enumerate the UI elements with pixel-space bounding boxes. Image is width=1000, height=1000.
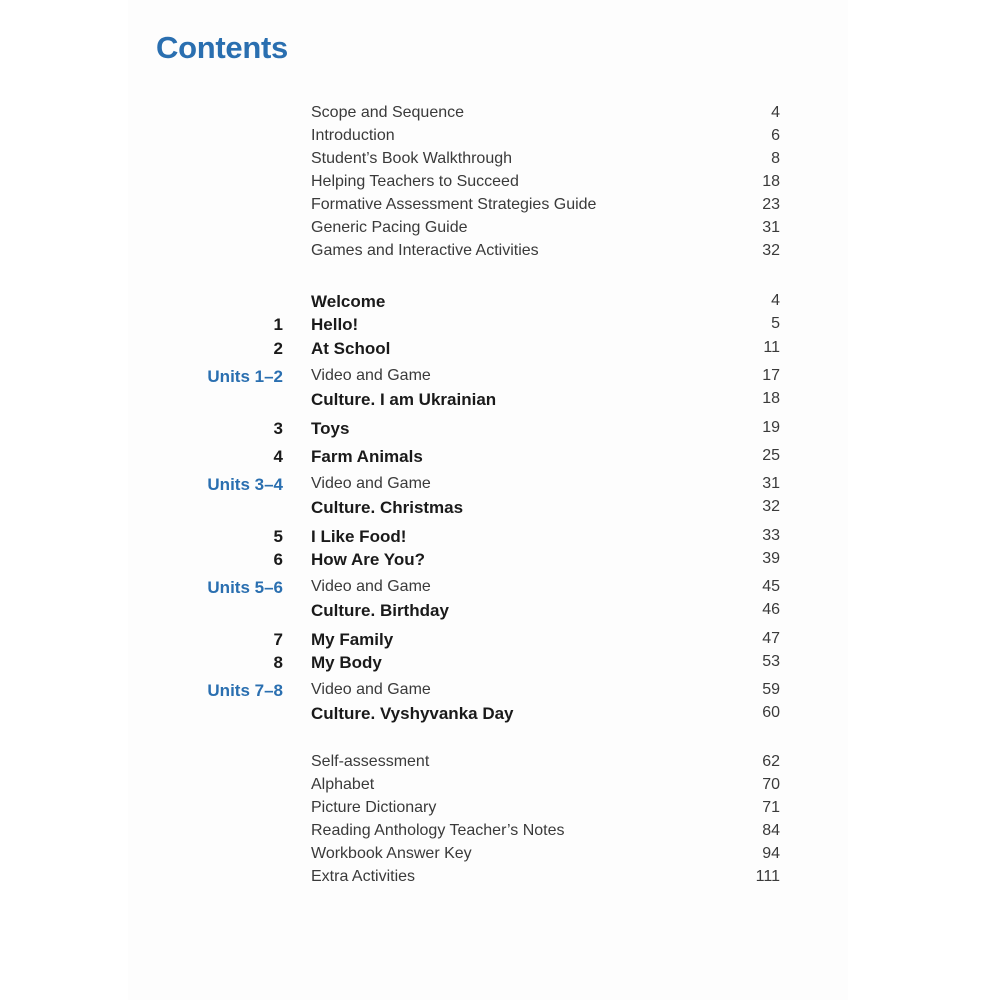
toc-page-number: 18 bbox=[762, 173, 780, 190]
toc-page-number: 6 bbox=[771, 127, 780, 144]
toc-page-number: 31 bbox=[762, 219, 780, 236]
toc-page-number: 62 bbox=[762, 753, 780, 770]
toc-page-number: 59 bbox=[762, 681, 780, 698]
toc-page-number: 23 bbox=[762, 196, 780, 213]
toc-row bbox=[0, 681, 1000, 705]
toc-label: At School bbox=[311, 339, 391, 358]
toc-label: Self-assessment bbox=[311, 753, 430, 770]
toc-label: Games and Interactive Activities bbox=[311, 242, 539, 259]
toc-row bbox=[0, 630, 1000, 654]
toc-label: Extra Activities bbox=[311, 868, 416, 885]
toc-row bbox=[0, 196, 1000, 220]
toc-page-number: 45 bbox=[762, 578, 780, 595]
toc-label: Video and Game bbox=[311, 681, 431, 698]
toc-row bbox=[0, 601, 1000, 625]
toc-page-number: 31 bbox=[762, 475, 780, 492]
toc-label: Video and Game bbox=[311, 367, 431, 384]
toc-page-number: 17 bbox=[762, 367, 780, 384]
toc-row bbox=[0, 475, 1000, 499]
toc-page-number: 39 bbox=[762, 550, 780, 567]
toc-page-number: 46 bbox=[762, 601, 780, 618]
toc-unit-number: 5 bbox=[273, 527, 283, 546]
toc-page-number: 33 bbox=[762, 527, 780, 544]
toc-row bbox=[0, 292, 1000, 316]
toc-units-group: Units 5–6 bbox=[207, 578, 283, 597]
toc-page-number: 18 bbox=[762, 390, 780, 407]
toc-units-group: Units 1–2 bbox=[207, 367, 283, 386]
page-title: Contents bbox=[156, 30, 288, 65]
toc-label: How Are You? bbox=[311, 550, 425, 569]
toc-label: Picture Dictionary bbox=[311, 799, 437, 816]
toc-label: Generic Pacing Guide bbox=[311, 219, 468, 236]
toc-row bbox=[0, 799, 1000, 823]
toc-unit-number: 6 bbox=[273, 550, 283, 569]
toc-label: Culture. I am Ukrainian bbox=[311, 390, 497, 409]
toc-page-number: 11 bbox=[763, 339, 780, 356]
toc-page-number: 111 bbox=[755, 868, 780, 885]
toc-page-number: 25 bbox=[762, 447, 780, 464]
toc-row bbox=[0, 527, 1000, 551]
toc-label: Formative Assessment Strategies Guide bbox=[311, 196, 597, 213]
toc-label: Alphabet bbox=[311, 776, 375, 793]
toc-label: Culture. Christmas bbox=[311, 498, 464, 517]
toc-label: Farm Animals bbox=[311, 447, 423, 466]
toc-page-number: 47 bbox=[762, 630, 780, 647]
toc-row bbox=[0, 150, 1000, 174]
toc-row bbox=[0, 776, 1000, 800]
toc-row bbox=[0, 653, 1000, 677]
toc-unit-number: 8 bbox=[273, 653, 283, 672]
toc-label: Culture. Vyshyvanka Day bbox=[311, 704, 514, 723]
toc-row bbox=[0, 704, 1000, 728]
toc-row bbox=[0, 447, 1000, 471]
toc-label: I Like Food! bbox=[311, 527, 407, 546]
toc-row bbox=[0, 104, 1000, 128]
toc-page-number: 70 bbox=[762, 776, 780, 793]
toc-label: Welcome bbox=[311, 292, 386, 311]
toc-row bbox=[0, 578, 1000, 602]
toc-row bbox=[0, 242, 1000, 266]
toc-row bbox=[0, 127, 1000, 151]
toc-row bbox=[0, 822, 1000, 846]
toc-page-number: 8 bbox=[771, 150, 780, 167]
toc-page-number: 53 bbox=[762, 653, 780, 670]
toc-row bbox=[0, 173, 1000, 197]
toc-label: Introduction bbox=[311, 127, 395, 144]
toc-unit-number: 4 bbox=[273, 447, 283, 466]
toc-page-number: 19 bbox=[762, 419, 780, 436]
toc-page-number: 5 bbox=[771, 315, 780, 332]
toc-page-number: 60 bbox=[762, 704, 780, 721]
toc-label: Culture. Birthday bbox=[311, 601, 449, 620]
toc-row bbox=[0, 339, 1000, 363]
toc-page-number: 32 bbox=[762, 498, 780, 515]
toc-page-number: 94 bbox=[762, 845, 780, 862]
toc-unit-number: 7 bbox=[273, 630, 283, 649]
toc-row bbox=[0, 550, 1000, 574]
toc-label: My Family bbox=[311, 630, 394, 649]
toc-label: Hello! bbox=[311, 315, 359, 334]
toc-page-number: 4 bbox=[771, 292, 780, 309]
toc-label: Student’s Book Walkthrough bbox=[311, 150, 513, 167]
toc-label: Helping Teachers to Succeed bbox=[311, 173, 519, 190]
toc-row bbox=[0, 419, 1000, 443]
toc-page-number: 71 bbox=[762, 799, 780, 816]
toc-row bbox=[0, 498, 1000, 522]
toc-label: Video and Game bbox=[311, 578, 431, 595]
toc-units-group: Units 7–8 bbox=[207, 681, 283, 700]
toc-row bbox=[0, 367, 1000, 391]
toc-unit-number: 2 bbox=[273, 339, 283, 358]
toc-page-number: 4 bbox=[771, 104, 780, 121]
toc-label: Workbook Answer Key bbox=[311, 845, 472, 862]
toc-row bbox=[0, 219, 1000, 243]
toc-row bbox=[0, 868, 1000, 892]
toc-label: Video and Game bbox=[311, 475, 431, 492]
toc-label: Scope and Sequence bbox=[311, 104, 465, 121]
toc-page-number: 32 bbox=[762, 242, 780, 259]
toc-label: Toys bbox=[311, 419, 350, 438]
toc-row bbox=[0, 390, 1000, 414]
toc-row bbox=[0, 753, 1000, 777]
toc-row bbox=[0, 315, 1000, 339]
toc-unit-number: 3 bbox=[273, 419, 283, 438]
toc-label: My Body bbox=[311, 653, 382, 672]
toc-unit-number: 1 bbox=[273, 315, 283, 334]
toc-row bbox=[0, 845, 1000, 869]
toc-label: Reading Anthology Teacher’s Notes bbox=[311, 822, 565, 839]
toc-page-number: 84 bbox=[762, 822, 780, 839]
toc-units-group: Units 3–4 bbox=[207, 475, 283, 494]
